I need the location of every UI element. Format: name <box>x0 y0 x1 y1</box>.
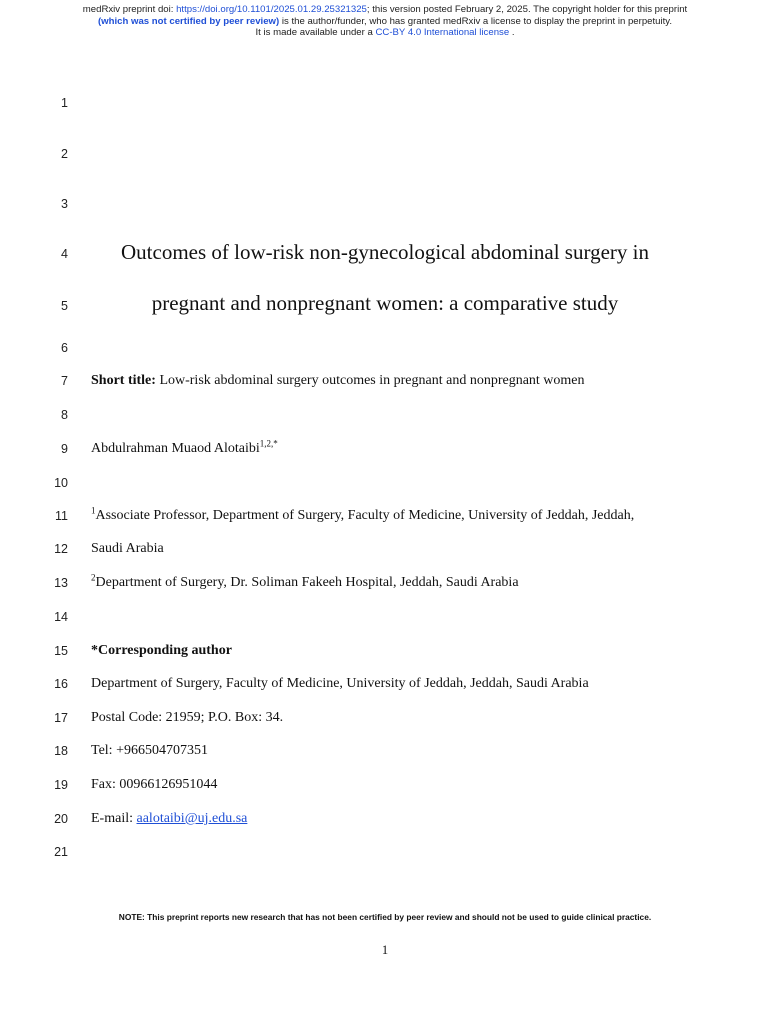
line-number: 12 <box>54 542 68 556</box>
header-text: is the author/funder, who has granted medRxiv a license to display the preprint in perpetuity. <box>279 15 673 27</box>
postal-info: Postal Code: 21959; P.O. Box: 34. <box>91 710 284 725</box>
license-link[interactable]: CC-BY 4.0 International license <box>375 27 510 38</box>
telephone: Tel: +966504707351 <box>91 743 208 758</box>
paper-title-line-2: pregnant and nonpregnant women: a comparative study <box>151 291 619 315</box>
header-text: It is made available under a <box>255 27 376 38</box>
line-number: 21 <box>54 845 68 859</box>
line-number: 20 <box>54 812 68 826</box>
affiliation-2 <box>91 572 519 591</box>
line-number: 4 <box>61 247 68 261</box>
line-number: 15 <box>54 644 68 658</box>
affiliation-1 <box>91 505 635 524</box>
author-name: Abdulrahman Muaod Alotaibi <box>91 441 260 456</box>
line-number: 2 <box>61 147 68 161</box>
line-number: 9 <box>61 442 68 456</box>
author-superscript: 1,2,* <box>259 438 278 449</box>
header-text: medRxiv preprint doi: <box>82 4 177 15</box>
line-number: 3 <box>61 197 68 211</box>
line-number: 14 <box>54 610 68 624</box>
line-number: 1 <box>61 96 68 110</box>
header-text: . <box>509 27 515 38</box>
short-title <box>91 373 585 389</box>
line-number: 10 <box>54 476 68 490</box>
email-label: E-mail: <box>91 811 137 826</box>
corresponding-author-heading: *Corresponding author <box>91 643 232 658</box>
header-line-1 <box>0 4 770 16</box>
line-number: 5 <box>61 299 68 313</box>
header-line-3 <box>0 27 770 39</box>
affiliation-2-marker: 2 <box>91 572 96 583</box>
line-number: 17 <box>54 711 68 725</box>
preprint-header <box>0 4 770 39</box>
line-number: 18 <box>54 744 68 758</box>
short-title-label: Short title: <box>91 373 156 388</box>
affiliation-2-text: Department of Surgery, Dr. Soliman Fakeeh Hospital, Jeddah, Saudi Arabia <box>95 575 519 590</box>
header-line-2 <box>0 16 770 28</box>
email-line <box>91 811 247 827</box>
line-number: 8 <box>61 408 68 422</box>
corresponding-department: Department of Surgery, Faculty of Medicine, University of Jeddah, Jeddah, Saudi Arabia <box>91 676 589 691</box>
line-number: 7 <box>61 374 68 388</box>
author <box>91 438 278 457</box>
preprint-note: NOTE: This preprint reports new research that has not been certified by peer review and should not be used to guide clinical practice. <box>118 912 652 922</box>
affiliation-1-marker: 1 <box>91 505 96 516</box>
fax: Fax: 00966126951044 <box>91 777 218 792</box>
peer-review-notice: (which was not certified by peer review) <box>97 15 280 27</box>
line-number: 11 <box>55 509 68 523</box>
email-link[interactable]: aalotaibi@uj.edu.sa <box>136 811 248 826</box>
line-number: 13 <box>54 576 68 590</box>
line-number: 16 <box>54 677 68 691</box>
short-title-text: Low-risk abdominal surgery outcomes in pregnant and nonpregnant women <box>155 373 585 388</box>
affiliation-1-continued: Saudi Arabia <box>91 541 164 556</box>
line-number: 6 <box>61 341 68 355</box>
paper-title-line-1: Outcomes of low-risk non-gynecological abdominal surgery in <box>121 240 649 264</box>
page-number: 1 <box>381 943 389 957</box>
doi-link[interactable]: https://doi.org/10.1101/2025.01.29.25321325 <box>176 4 367 15</box>
affiliation-1-text: Associate Professor, Department of Surgery, Faculty of Medicine, University of Jeddah, Jeddah, <box>95 508 635 523</box>
line-number: 19 <box>54 778 68 792</box>
header-text: ; this version posted February 2, 2025. The copyright holder for this preprint <box>366 4 688 15</box>
